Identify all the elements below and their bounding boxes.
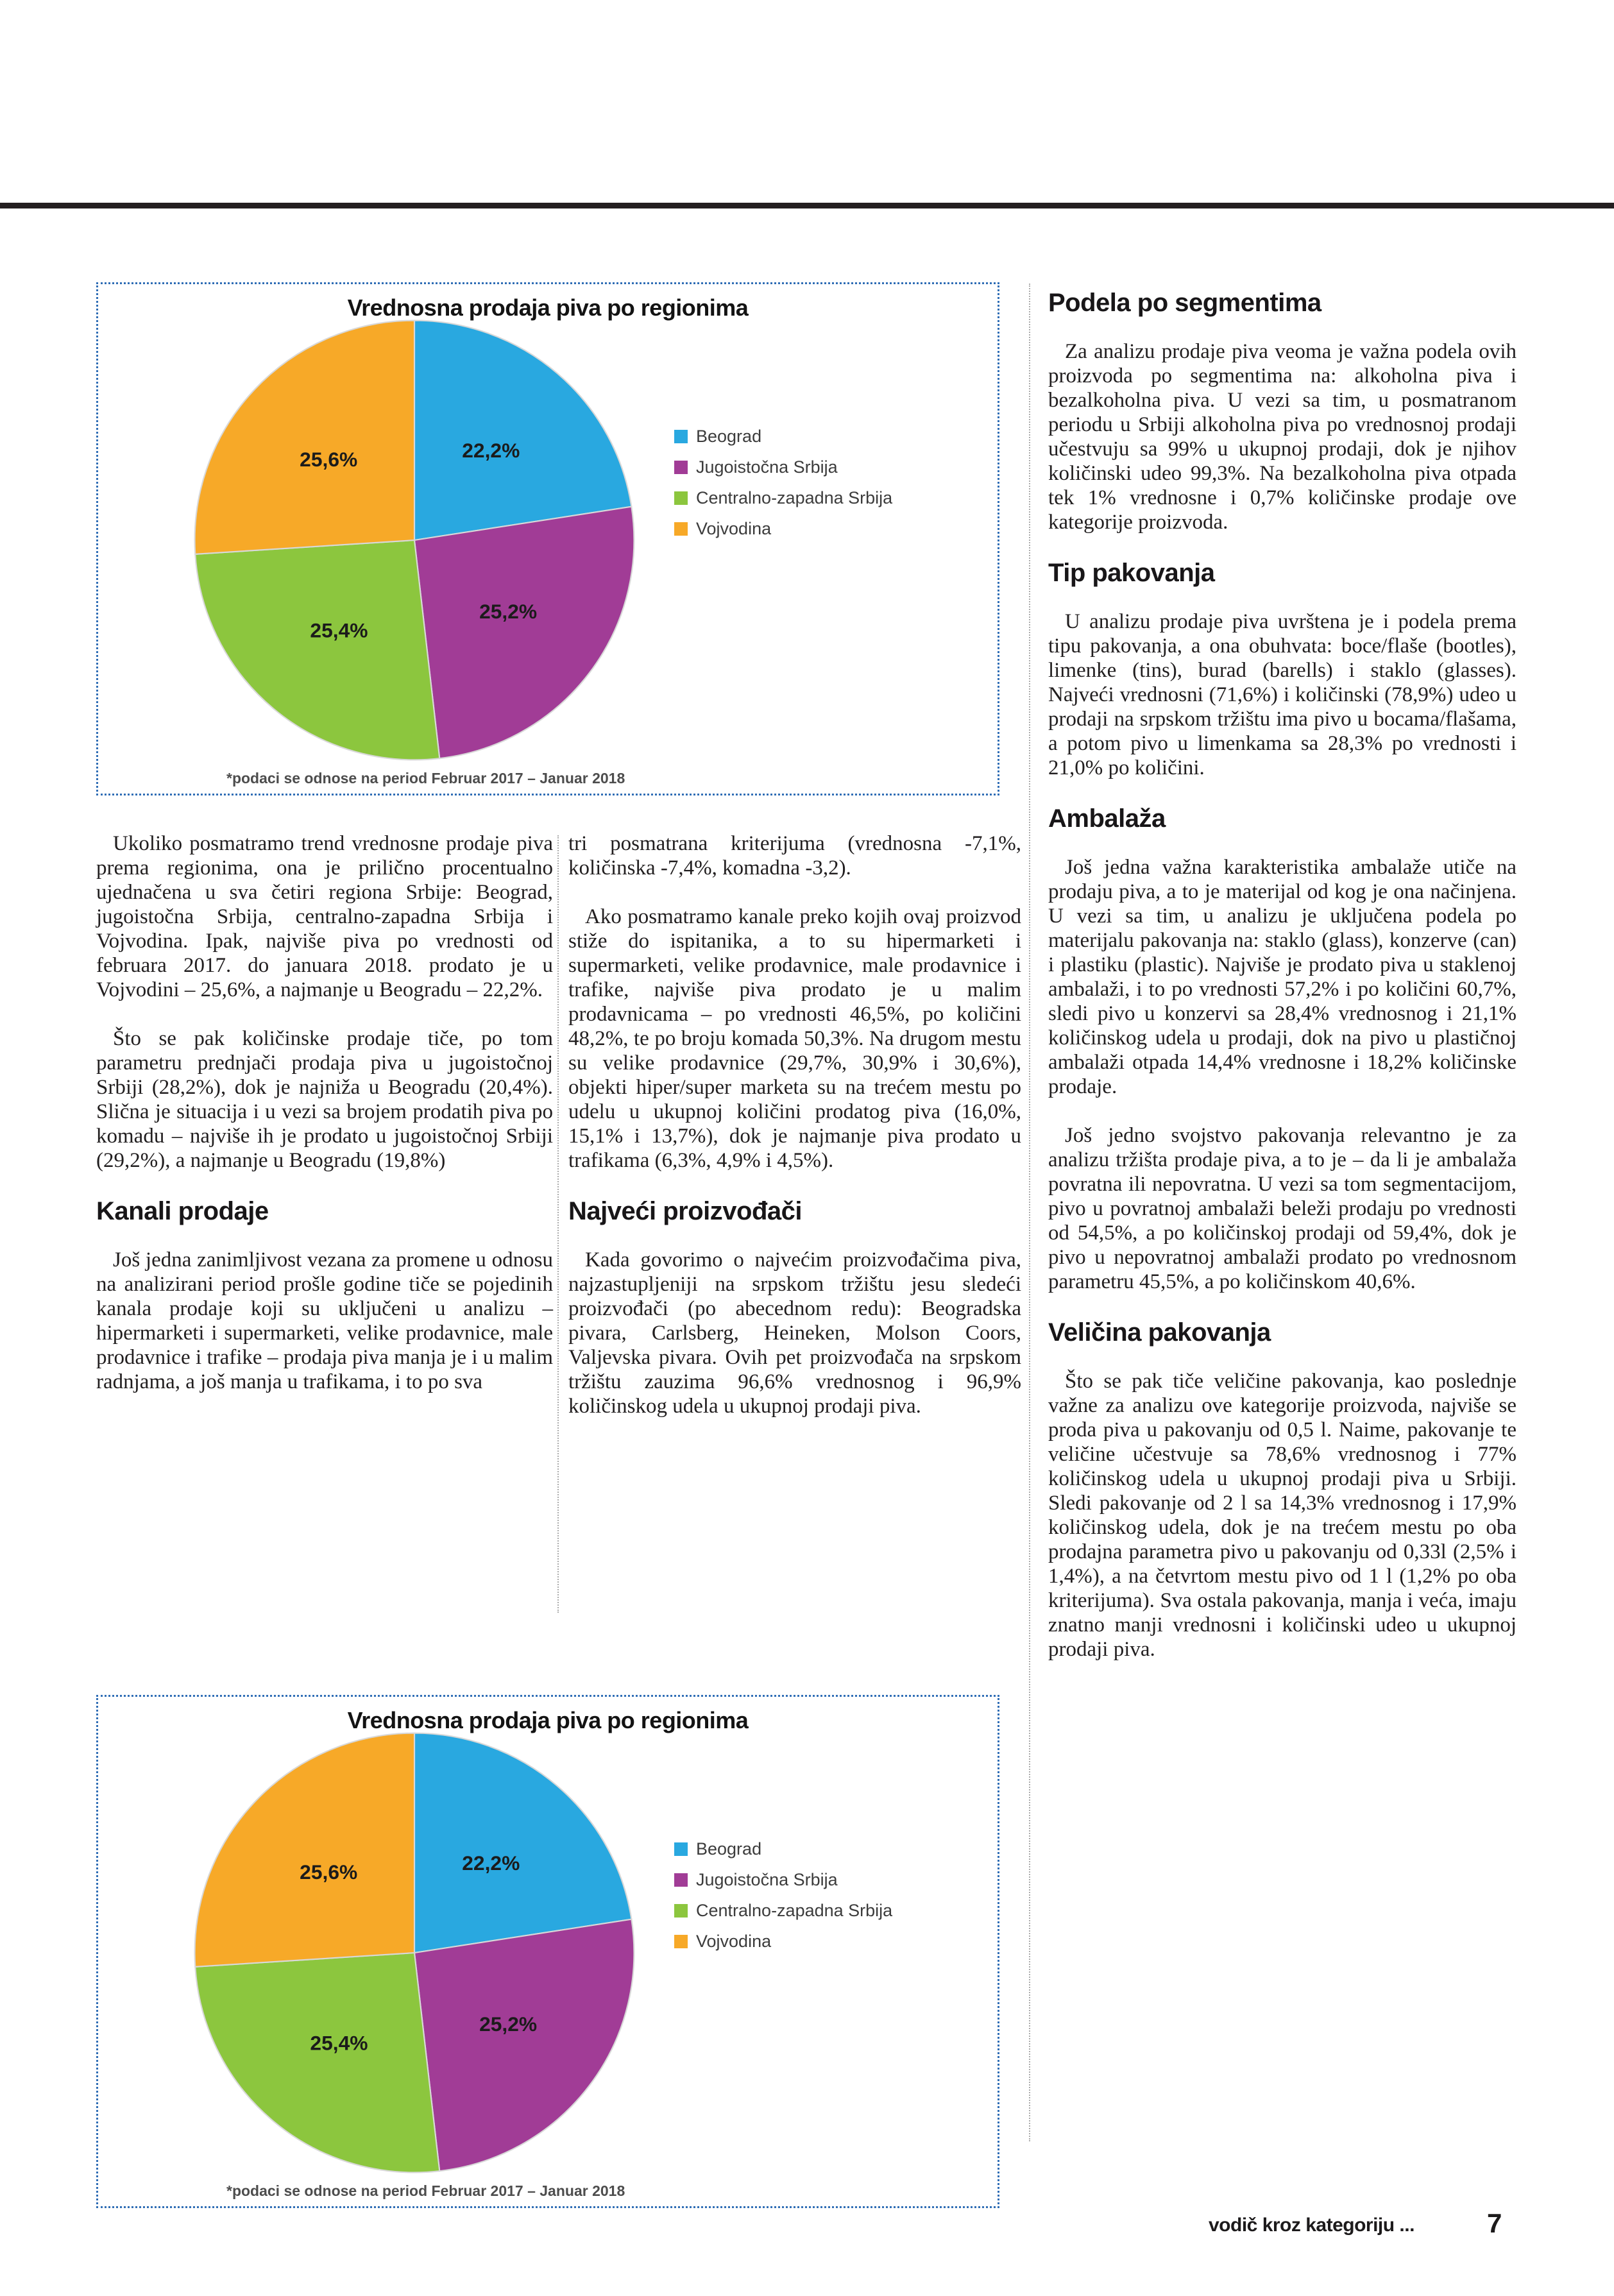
chart-legend (674, 1839, 892, 1962)
pie-slice (195, 321, 414, 554)
page-number: 7 (1487, 2208, 1502, 2238)
legend-label: Jugoistočna Srbija (696, 1870, 838, 1889)
pie-slice (414, 1733, 631, 1953)
legend-item (674, 1870, 892, 1890)
pie-chart-panel-top (96, 282, 999, 795)
legend-label: Jugoistočna Srbija (696, 457, 838, 477)
legend-swatch-icon (674, 1904, 688, 1918)
pie-chart (188, 1726, 641, 2179)
paragraph: Još jedna zanimljivost vezana za promene u odnosu na analizirani period prošle godine tiče se pojedinih kanala prodaje koji su uključeni u analizu – hipermarketi i supermarketi, velike prodavnice, male prodavnice i trafike – prodaja piva manja je i u malim radnjama, a još manja u trafikama, i to po sva (96, 1248, 553, 1393)
pie-chart-panel-bottom (96, 1695, 999, 2208)
pie-slice (414, 321, 631, 540)
legend-label: Vojvodina (696, 519, 772, 538)
section-heading-ambalaza: Ambalaža (1048, 804, 1166, 833)
pie-value-label: 22,2% (462, 439, 520, 463)
chart-legend (674, 427, 892, 550)
column-divider (557, 835, 559, 1613)
pie-slice (195, 1733, 414, 1967)
paragraph: Još jedno svojstvo pakovanja relevantno je za analizu tržišta prodaje piva, a to je – da li je ambalaža povratna ili nepovratna. U vezi sa tom segmentacijom, pivo u povratnoj ambalaži beleži prodaju po vrednosti od 54,5%, a po količinskoj prodaji od 59,4%, dok je pivo u nepovratnoj ambalaži prodato po vrednosnom parametru 45,5%, a po količinskom 40,6%. (1048, 1124, 1516, 1293)
pie-slice (414, 507, 634, 758)
top-rule (0, 203, 1614, 208)
paragraph: Što se pak tiče veličine pakovanja, kao poslednje važne za analizu ove kategorije proizvoda, najviše se proda piva u pakovanju od 0,5 l. Naime, pakovanje te veličine učestvuje sa 78,6% vrednosnog i 77% količinskog udela u ukupnoj prodaji piva u Srbiji. Sledi pakovanje od 2 l sa 14,3% vrednosnog i 17,9% količinskog udela, dok je na trećem mestu po oba prodajna parametra pivo u pakovanju od 0,33l (2,5% i 1,4%), a na četvrtom mestu pivo od 1 l (1,2% po oba kriterijuma). Sva ostala pakovanja, manja i veća, imaju znatno manji vrednosni i količinski udeo u ukupnoj prodaji piva. (1048, 1370, 1516, 1661)
chart-title: Vrednosna prodaja piva po regionima (347, 294, 749, 321)
paragraph: U analizu prodaje piva uvrštena je i podela prema tipu pakovanja, a ona obuhvata: boce/flaše (bootles), limenke (tins), burad (barells) i staklo (glasses). Najveći vrednosni (71,6%) i količinski (78,9%) udeo u prodaji na srpskom tržištu ima pivo u bocama/flašama, a potom pivo u limenkama sa 28,3% po vrednosti i 21,0% po količini. (1048, 610, 1516, 779)
section-heading-velicina-pakovanja: Veličina pakovanja (1048, 1318, 1271, 1347)
legend-item (674, 457, 892, 477)
pie-slice (414, 1919, 634, 2171)
section-heading-tip-pakovanja: Tip pakovanja (1048, 559, 1215, 587)
pie-value-label: 25,4% (310, 2031, 368, 2055)
paragraph: Za analizu prodaje piva veoma je važna podela ovih proizvoda po segmentima na: alkoholna piva i bezalkoholna piva. U vezi sa tim, u posmatranom periodu u Srbiji alkoholna piva po vrednosnoj prodaji učestvuju sa 99% u ukupnoj prodaji, dok je njihov količinski udeo 99,3%. Na bezalkoholna piva otpada tek 1% vrednosne i 0,7% količinske prodaje ove kategorije proizvoda. (1048, 340, 1516, 534)
legend-item (674, 488, 892, 508)
legend-item (674, 427, 892, 446)
pie-value-label: 25,6% (300, 447, 358, 471)
legend-item (674, 1901, 892, 1921)
pie-slice (195, 1953, 439, 2172)
legend-label: Beograd (696, 1839, 762, 1858)
paragraph: Ukoliko posmatramo trend vrednosne prodaje piva prema regionima, ona je prilično procentualno ujednačena u sva četiri regiona Srbije: Beograd, jugoistočna Srbija, centralno-zapadna Srbija i Vojvodina. Ipak, najviše piva po vrednosti od februara 2017. do januara 2018. prodato je u Vojvodini – 25,6%, a najmanje u Beogradu – 22,2%. (96, 832, 553, 1001)
section-heading-podela-po-segmentima: Podela po segmentima (1048, 289, 1321, 317)
paragraph: tri posmatrana kriterijuma (vrednosna -7,1%, količinska -7,4%, komadna -3,2). (568, 832, 1021, 880)
legend-swatch-icon (674, 491, 688, 505)
paragraph: Ako posmatramo kanale preko kojih ovaj proizvod stiže do ispitanika, a to su hipermarketi i supermarketi, velike prodavnice, male prodavnice i trafike, najviše piva prodato je u malim prodavnicama – po vrednosti 46,5%, po količini 48,2%, te po broju komada 50,3%. Na drugom mestu su velike prodavnice (29,7%, 30,9% i 30,6%), objekti hiper/super marketa su na trećem mestu po udelu u ukupnoj količini prodatog piva (16,0%, 15,1% i 13,7%), dok je najmanje piva prodato u trafikama (6,3%, 4,9% i 4,5%). (568, 905, 1021, 1172)
legend-item (674, 1839, 892, 1859)
section-heading-kanali-prodaje: Kanali prodaje (96, 1197, 269, 1225)
pie-slice (195, 540, 439, 760)
text-column-3 (1048, 280, 1516, 1662)
paragraph: Još jedna važna karakteristika ambalaže utiče na prodaju piva, a to je materijal od kog je ona načinjena. U vezi sa tim, u analizu je uključena podela po materijalu pakovanja na: staklo (glass), konzerve (can) i plastiku (plastic). Najviše je prodato piva u staklenoj ambalaži, i to po vrednosti 57,2% i po količini 60,7%, sledi pivo u konzervi sa 28,4% vrednosnog i 21,1% količinskog udela u prodaji, dok na pivo u plastičnoj ambalaži otpada 14,4% vrednosne i 18,2% količinske prodaje. (1048, 856, 1516, 1098)
legend-label: Centralno-zapadna Srbija (696, 1901, 893, 1920)
legend-label: Beograd (696, 427, 762, 446)
legend-swatch-icon (674, 1873, 688, 1887)
legend-item (674, 1932, 892, 1952)
pie-value-label: 25,6% (300, 1860, 358, 1884)
pie-value-label: 25,2% (479, 2012, 538, 2036)
chart-title: Vrednosna prodaja piva po regionima (347, 1707, 749, 1733)
legend-swatch-icon (674, 522, 688, 536)
legend-swatch-icon (674, 461, 688, 474)
footer-text: vodič kroz kategoriju ... (1209, 2215, 1414, 2236)
legend-item (674, 519, 892, 539)
pie-value-label: 22,2% (462, 1851, 520, 1875)
legend-label: Centralno-zapadna Srbija (696, 488, 893, 507)
legend-label: Vojvodina (696, 1932, 772, 1951)
section-heading-najveci-proizvodjaci: Najveći proizvođači (568, 1197, 802, 1225)
chart-footnote: *podaci se odnose na period Februar 2017 – Januar 2018 (226, 770, 625, 787)
legend-swatch-icon (674, 430, 688, 443)
text-column-2 (568, 831, 1021, 1418)
column-divider (1029, 284, 1030, 2141)
legend-swatch-icon (674, 1935, 688, 1948)
pie-value-label: 25,4% (310, 618, 368, 642)
paragraph: Kada govorimo o najvećim proizvođačima piva, najzastupljeniji na srpskom tržištu jesu sledeći proizvođači (po abecednom redu): Beogradska pivara, Carlsberg, Heineken, Molson Coors, Valjevska pivara. Ovih pet proizvođača na srpskom tržištu zauzima 96,6% vrednosnog i 96,9% količinskog udela u ukupnoj prodaji piva. (568, 1248, 1021, 1418)
text-column-1 (96, 831, 553, 1394)
pie-value-label: 25,2% (479, 599, 538, 623)
pie-chart (188, 314, 641, 767)
paragraph: Što se pak količinske prodaje tiče, po tom parametru prednjači prodaja piva u jugoistočnoj Srbiji (28,2%), dok je najniža u Beogradu (20,4%). Slična je situacija i u vezi sa brojem prodatih piva po komadu – najviše ih je prodato u jugoistočnoj Srbiji (29,2%), a najmanje u Beogradu (19,8%) (96, 1027, 553, 1172)
legend-swatch-icon (674, 1842, 688, 1856)
chart-footnote: *podaci se odnose na period Februar 2017 – Januar 2018 (226, 2182, 625, 2199)
